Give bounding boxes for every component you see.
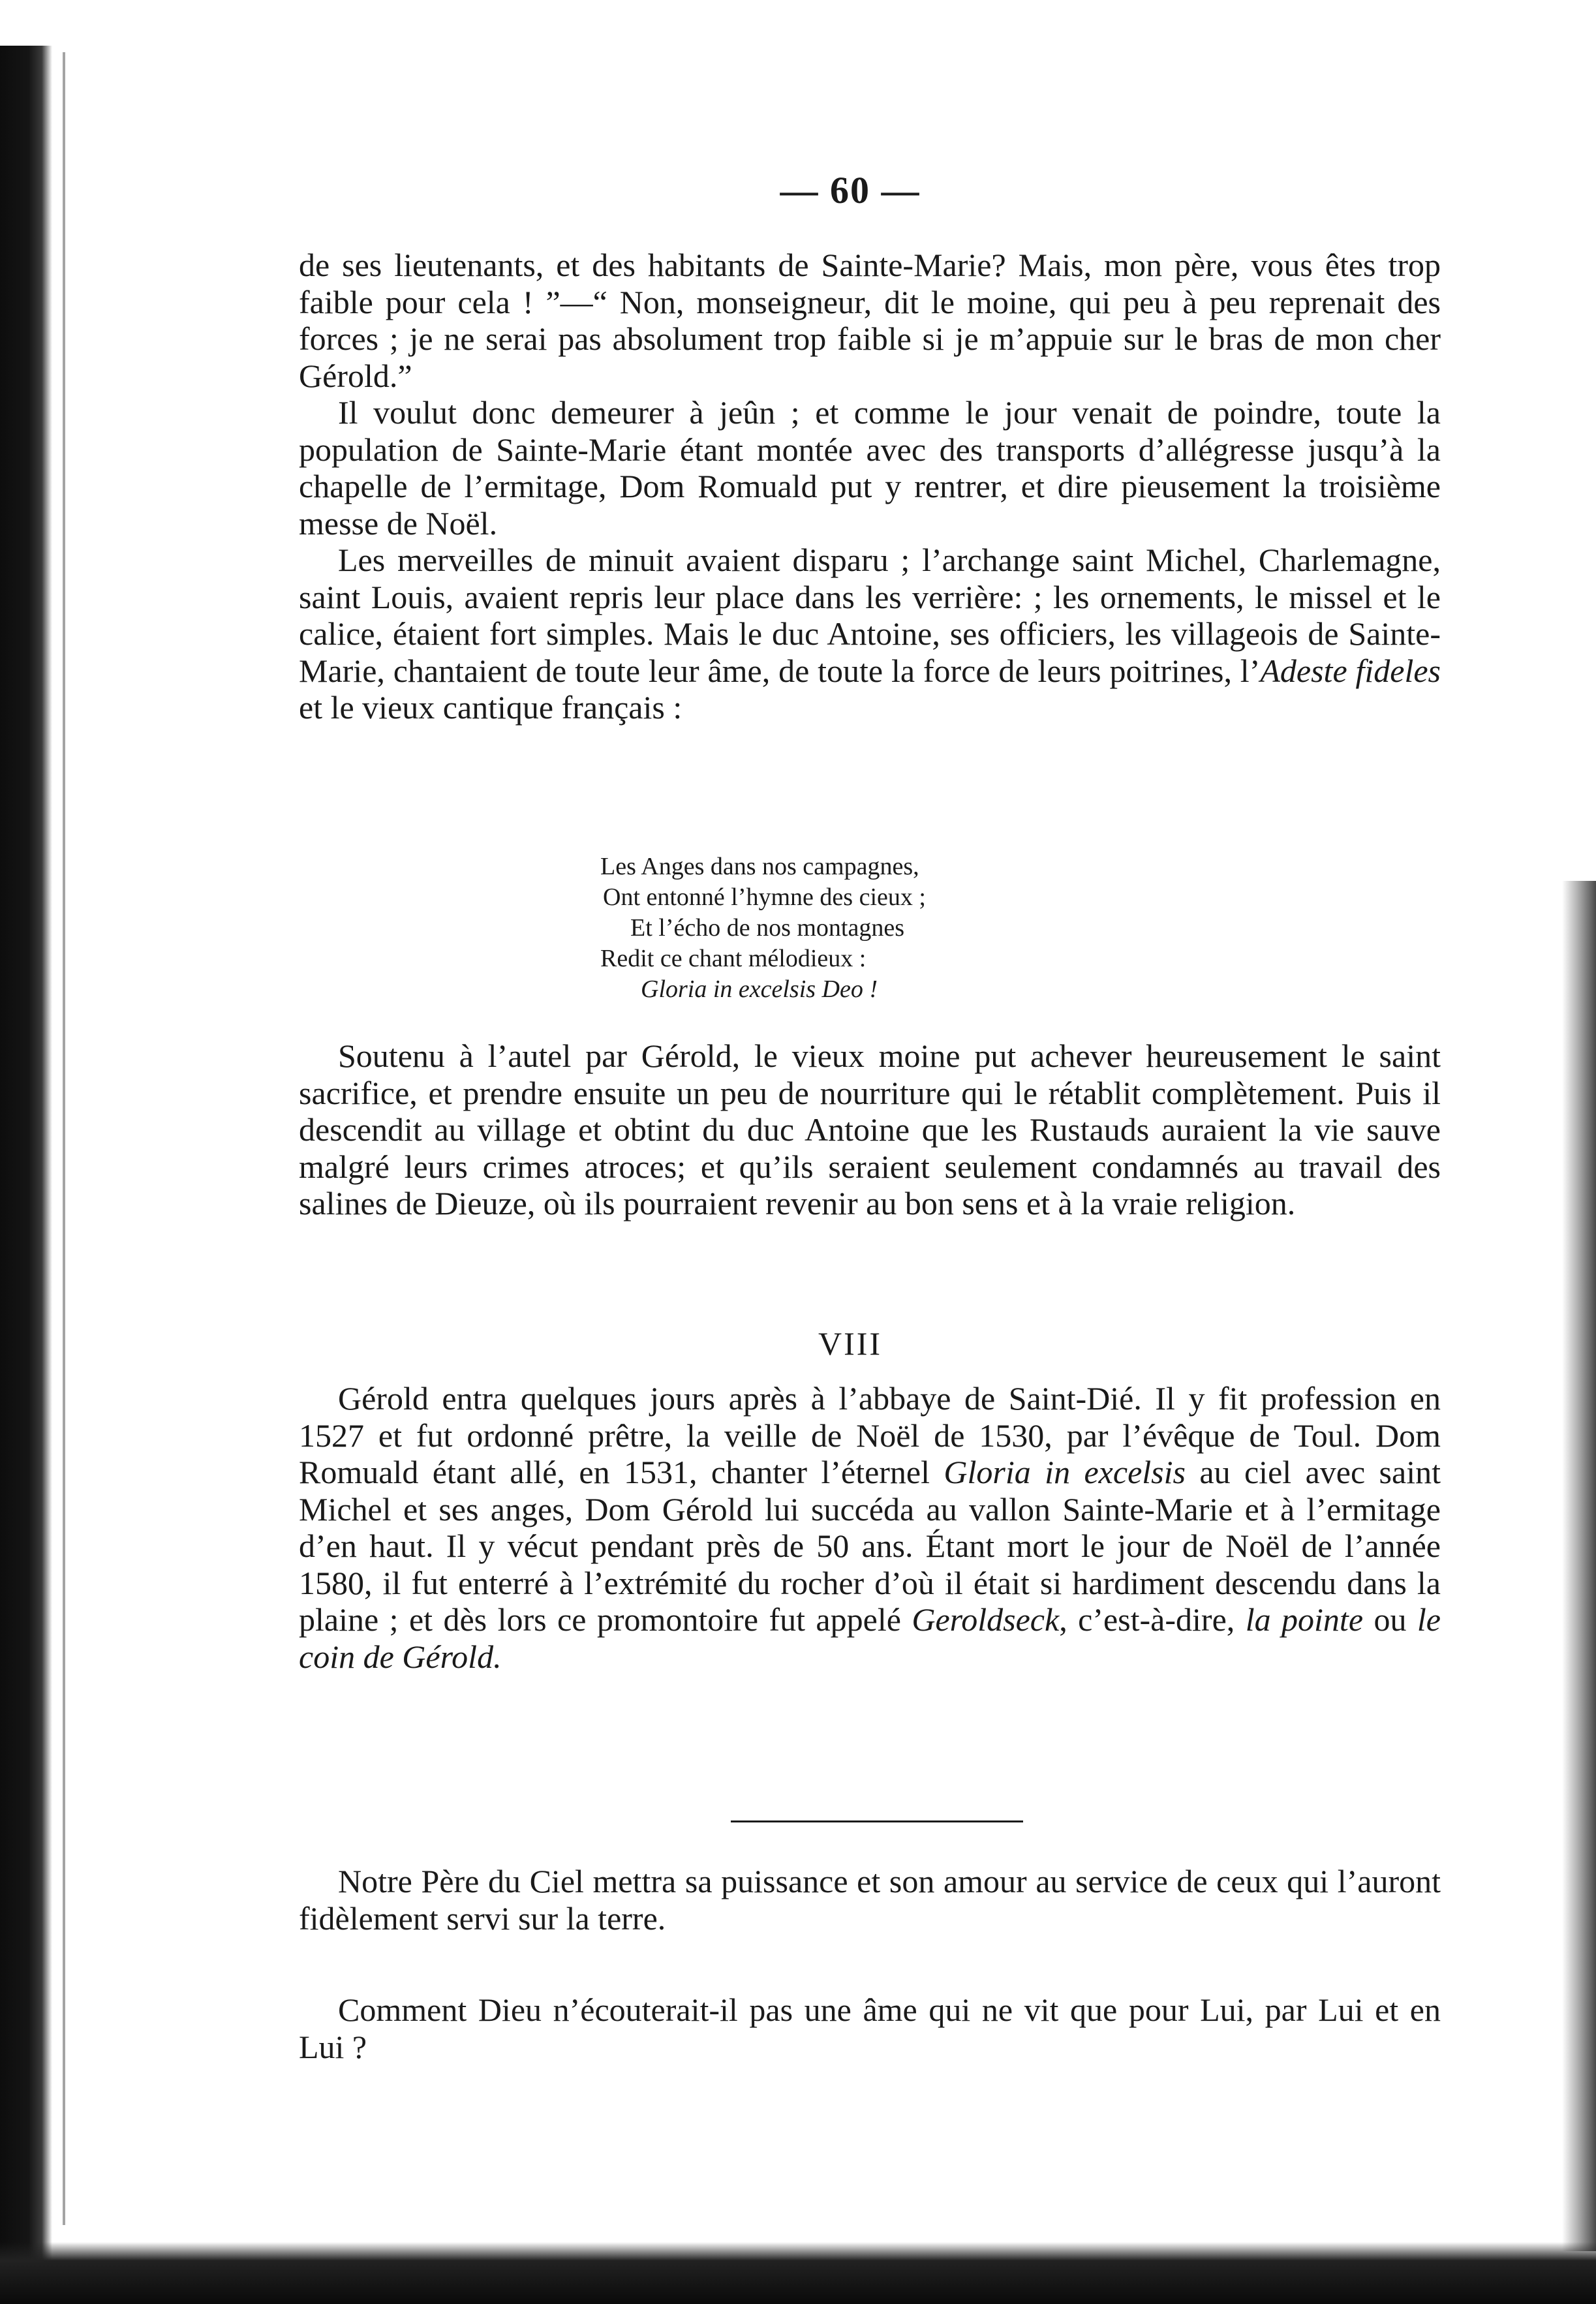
paragraph-5-text: ou [1363,1601,1417,1638]
paragraph-5 [299,1380,1441,1675]
paragraph-5-italic: Gloria in excelsis [944,1454,1186,1490]
poem-line: Ont entonné l’hymne des cieux ; [603,883,926,911]
scan-right-edge [1562,881,1596,2251]
paragraph-3-italic: Adeste fideles [1260,652,1441,689]
paragraph-3-end: et le vieux cantique français : [299,689,683,726]
text-block-section [299,1380,1441,1675]
scan-bottom-edge [0,2242,1596,2304]
section-heading: VIII [818,1325,883,1362]
scan-binding-line [63,52,65,2225]
poem-line: Et l’écho de nos montagnes [630,914,905,942]
paragraph-7: Comment Dieu n’écouterait-il pas une âme qui ne vit que pour Lui, par Lui et en Lui ? [299,1991,1441,2065]
poem [600,852,926,1005]
page-number: — 60 — [780,169,921,211]
paragraph-1: de ses lieutenants, et des habitants de Sainte-Marie? Mais, mon père, vous êtes trop faible pour cela ! ”—“ Non, monseigneur, dit le moine, qui peu à peu reprenait des forces ; je ne serai pas absolument trop faible si je m’appuie sur le bras de mon cher Gérold.” [299,247,1441,394]
text-block-middle [299,1037,1441,1222]
paragraph-6: Notre Père du Ciel mettra sa puissance et son amour au service de ceux qui l’auront fidèlement servi sur la terre. [299,1863,1441,1937]
poem-line: Gloria in excelsis Deo ! [641,975,878,1003]
paragraph-5-text: Gérold entra quelques jours après à l’abbaye de Saint-Dié. Il y fit profession en 1527 et fut ordonné prêtre, la veille de Noël de 1530, par l’évêque de Toul. Dom Romuald étant allé, en 1531, chanter l’éternel [299,1380,1441,1490]
paragraph-3 [299,542,1441,726]
poem-line: Redit ce chant mélodieux : [600,945,867,972]
paragraph-4: Soutenu à l’autel par Gérold, le vieux moine put achever heureusement le saint sacrifice, et prendre ensuite un peu de nourriture qui le rétablit complètement. Puis il descendit au village et obtint du duc Antoine que les Rustauds auraient la vie sauve malgré leurs crimes atroces; et qu’ils seraient seulement condamnés au travail des salines de Dieuze, où ils pourraient revenir au bon sens et à la vraie religion. [299,1037,1441,1221]
paragraph-3-text: Les merveilles de minuit avaient disparu ; l’archange saint Michel, Charlemagne, saint Louis, avaient repris leur place dans les verrière: ; les ornements, le missel et le calice, étaient fort simples. Mais le duc Antoine, ses officiers, les villageois de Sainte-Marie, chantaient de toute leur âme, de toute la force de leurs poitrines, l’ [299,542,1441,689]
text-block-top [299,247,1441,726]
paragraph-5-italic: la pointe [1245,1601,1364,1638]
paragraph-5-italic: le coin de Gérold. [299,1601,1441,1675]
paragraph-5-text: au ciel avec saint Michel et ses anges, Dom Gérold lui succéda au vallon Sainte-Marie et à l’ermitage d’en haut. Il y vécut pendant près de 50 ans. Étant mort le jour de Noël de l’année 1580, il fut enterré à l’extrémité du rocher d’où il était si hardiment descendu dans la plaine ; et dès lors ce promontoire fut appelé [299,1454,1441,1638]
poem-line: Les Anges dans nos campagnes, [600,853,919,880]
separator-rule [731,1820,1023,1822]
text-block-closing-2 [299,1991,1441,2065]
paragraph-2: Il voulut donc demeurer à jeûn ; et comme le jour venait de poindre, toute la population de Sainte-Marie étant montée avec des transports d’allégresse jusqu’à la chapelle de l’ermitage, Dom Romuald put y rentrer, et dire pieusement la troisième messe de Noël. [299,394,1441,542]
paragraph-5-italic: Geroldseck [912,1601,1060,1638]
text-block-closing-1 [299,1863,1441,1937]
paragraph-5-text: , c’est-à-dire, [1059,1601,1246,1638]
scan-left-edge [0,46,52,2303]
